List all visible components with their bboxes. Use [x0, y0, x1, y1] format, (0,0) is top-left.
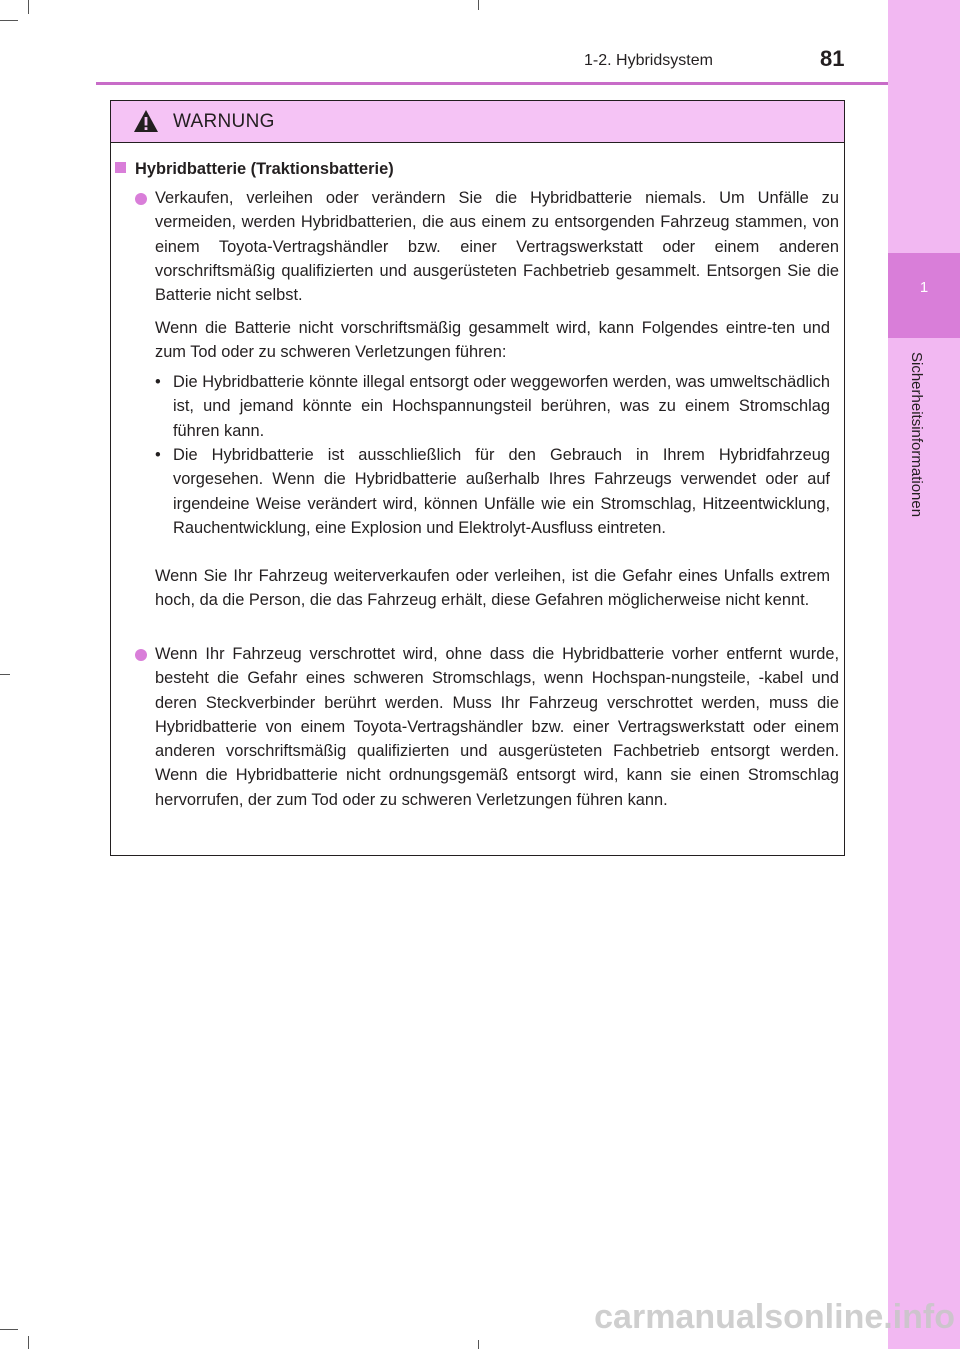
crop-mark	[478, 0, 479, 10]
warning-heading	[115, 157, 394, 181]
page-number: 81	[820, 46, 845, 71]
crop-mark	[0, 1329, 18, 1330]
item2-text: Wenn Ihr Fahrzeug verschrottet wird, ohne dass die Hybridbatterie vorher entfernt wurde, besteht die Gefahr eines schweren Stromschlags, wenn Hochspan-nungsteile, -kabel und deren Steckverbinder berührt werden. Muss Ihr Fahrzeug verschrottet werden, muss die Hybridbatterie von einem Toyota-Vertragshändler bzw. einer Vertragswerkstatt oder einem anderen vorschriftsmäßig qualifizierten und ausgerüsteten Fachbetrieb entsorgt werden. Wenn die Hybridbatterie nicht ordnungsgemäß entsorgt wird, kann sie einen Stromschlag hervorrufen, der zum Tod oder zu schweren Verletzungen führen kann.	[155, 645, 839, 809]
section-title: 1-2. Hybridsystem	[584, 52, 713, 69]
watermark-logo	[560, 1292, 960, 1342]
warning-triangle-icon	[133, 109, 159, 133]
header-rule	[96, 82, 888, 85]
heading-text: Hybridbatterie (Traktionsbatterie)	[135, 160, 394, 178]
square-bullet-icon	[115, 162, 126, 173]
bullet-dot: •	[155, 373, 161, 391]
round-bullet-icon	[135, 649, 147, 661]
chapter-title: Sicherheitsinformationen	[908, 352, 925, 518]
bullet-dot: •	[155, 446, 161, 464]
item1-bullet: Die Hybridbatterie ist ausschließlich für den Gebrauch in Ihrem Hybridfahrzeug vorgesehen. Wenn die Hybridbatterie außerhalb Ihres Fahrzeugs verwendet oder auf irgendeine Weise verändert wird, können Unfälle wie ein Stromschlag, Hitzeentwicklung, Rauchentwicklung, eine Explosion und Elektrolyt-Ausfluss eintreten.	[173, 446, 830, 537]
round-bullet-icon	[135, 193, 147, 205]
chapter-side-tab	[888, 0, 960, 1349]
crop-mark	[0, 20, 18, 21]
crop-mark	[28, 0, 29, 14]
warning-title: WARNUNG	[173, 111, 275, 132]
crop-mark	[28, 1336, 29, 1349]
crop-mark	[478, 1340, 479, 1349]
item1-text: Verkaufen, verleihen oder verändern Sie die Hybridbatterie niemals. Um Unfälle zu vermeiden, werden Hybridbatterien, die aus einem zu entsorgenden Fahrzeug stammen, von einem Toyota-Vertragshändler bzw. einer Vertragswerkstatt oder einem anderen vorschriftsmäßig qualifizierten und ausgerüsteten Fachbetrieb gesammelt. Entsorgen Sie die Batterie nicht selbst.	[155, 189, 839, 305]
crop-mark	[0, 674, 10, 675]
item1-sub-intro: Wenn die Batterie nicht vorschriftsmäßig gesammelt wird, kann Folgendes eintre-ten und zum Tod oder zu schweren Verletzungen führen:	[155, 319, 830, 362]
item1-closing: Wenn Sie Ihr Fahrzeug weiterverkaufen oder verleihen, ist die Gefahr eines Unfalls extrem hoch, da die Person, die das Fahrzeug erhält, diese Gefahren möglicherweise nicht kennt.	[155, 567, 830, 610]
svg-text:carmanualsonline.info: carmanualsonline.info	[594, 1298, 955, 1336]
chapter-number: 1	[919, 279, 929, 296]
item1-bullet: Die Hybridbatterie könnte illegal entsorgt oder weggeworfen werden, was umweltschädlich ist, und jemand könnte ein Hochspannungsteil berühren, was zu einem Stromschlag führen kann.	[173, 373, 830, 440]
warning-header	[111, 101, 844, 143]
warning-box	[110, 100, 845, 856]
